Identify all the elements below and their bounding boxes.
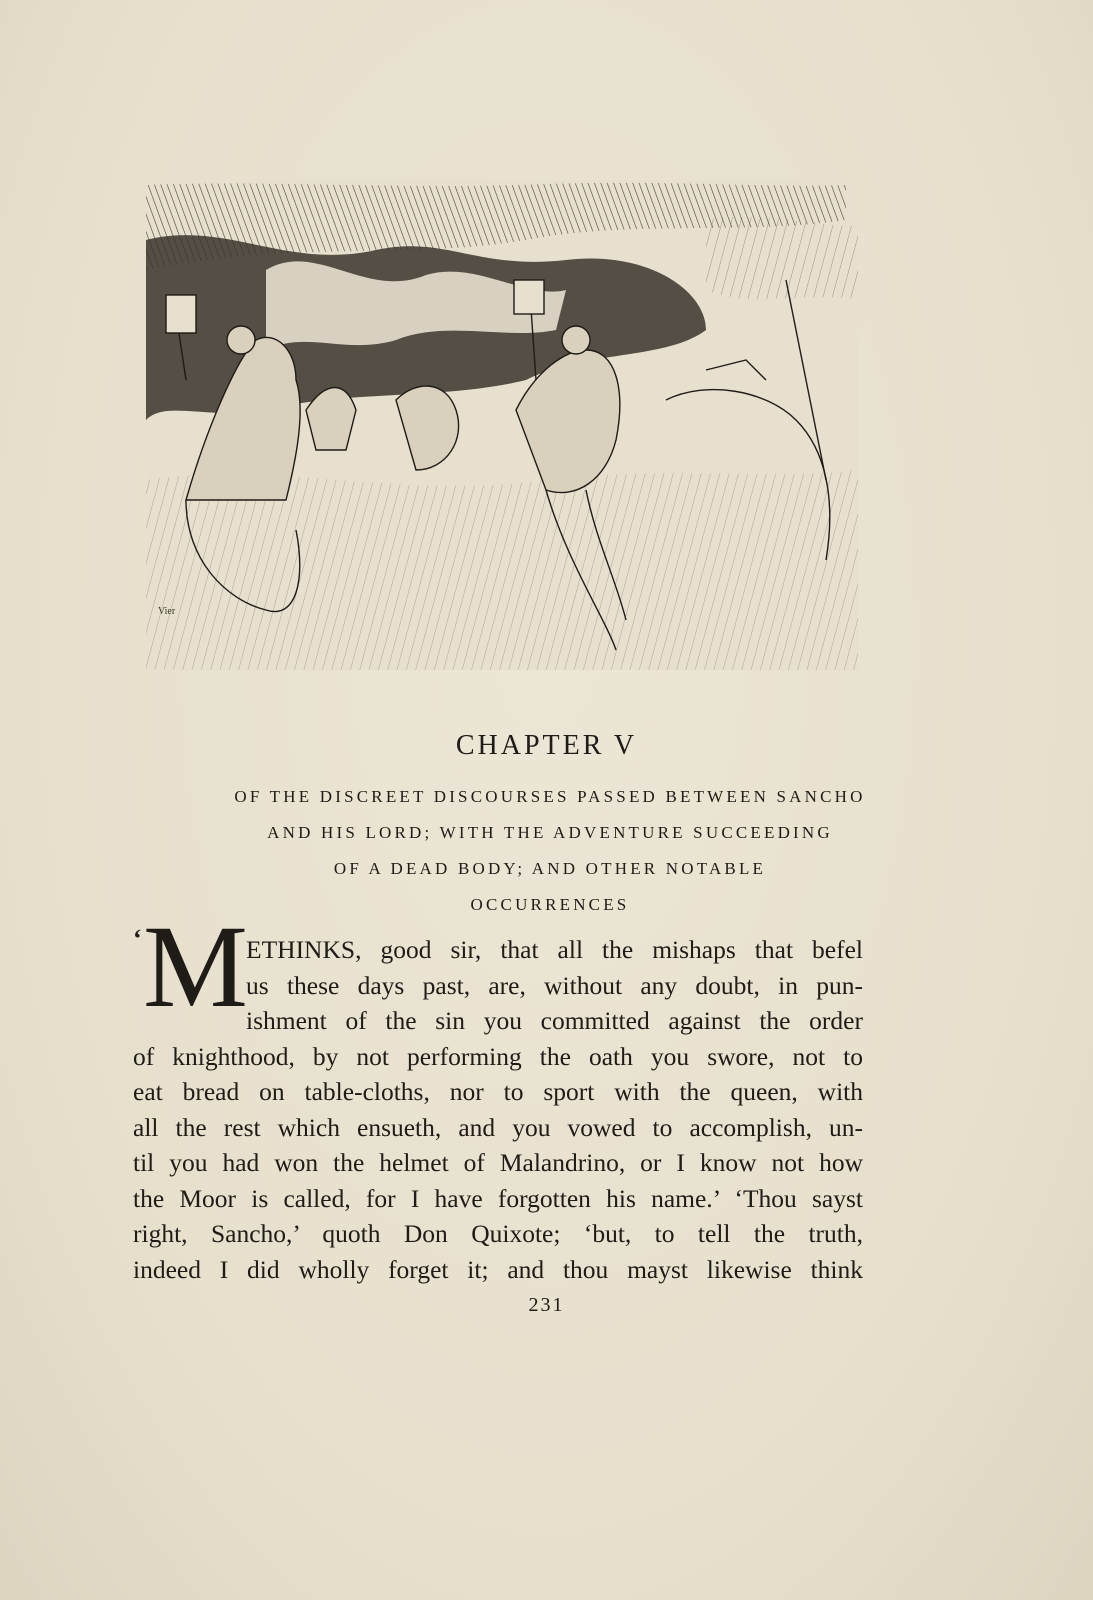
text-line: right, Sancho,’ quoth Don Quixote; ‘but, to tell the truth, <box>133 1219 863 1248</box>
artist-signature: Vier <box>158 606 176 617</box>
text-line: all the rest which ensueth, and you vowed to accomplish, un- <box>133 1112 863 1142</box>
text-line: eat bread on table-cloths, nor to sport with the queen, with <box>133 1077 863 1106</box>
text-line: of knighthood, by not performing the oath you swore, not to <box>133 1041 863 1071</box>
chapter-illustration <box>146 180 858 670</box>
body-paragraph <box>133 932 863 1287</box>
chapter-title: CHAPTER V <box>455 730 638 761</box>
subtitle-line: OF A DEAD BODY; AND OTHER NOTABLE <box>333 859 767 878</box>
text-line: the Moor is called, for I have forgotten his name.’ ‘Thou sayst <box>133 1183 863 1213</box>
subtitle-line: OCCURRENCES <box>470 895 630 914</box>
text-line: ETHINKS, good sir, that all the mishaps that befel <box>246 935 863 964</box>
text-line: til you had won the helmet of Malandrino, or I know not how <box>133 1148 863 1177</box>
text-line: indeed I did wholly forget it; and thou mayst likewise think <box>133 1254 863 1284</box>
chapter-subtitle <box>120 779 980 923</box>
text-line: us these days past, are, without any doubt, in pun- <box>246 970 863 1000</box>
drop-cap-letter: M <box>143 901 246 1032</box>
etched-illustration-procession <box>146 180 858 670</box>
opening-quote-mark: ‘ <box>133 924 142 953</box>
subtitle-line: OF THE DISCREET DISCOURSES PASSED BETWEEN SANCHO <box>234 787 866 806</box>
subtitle-line: AND HIS LORD; WITH THE ADVENTURE SUCCEEDING <box>267 823 833 842</box>
text-line: ishment of the sin you committed against the order <box>246 1006 863 1035</box>
page-number: 231 <box>528 1294 565 1316</box>
